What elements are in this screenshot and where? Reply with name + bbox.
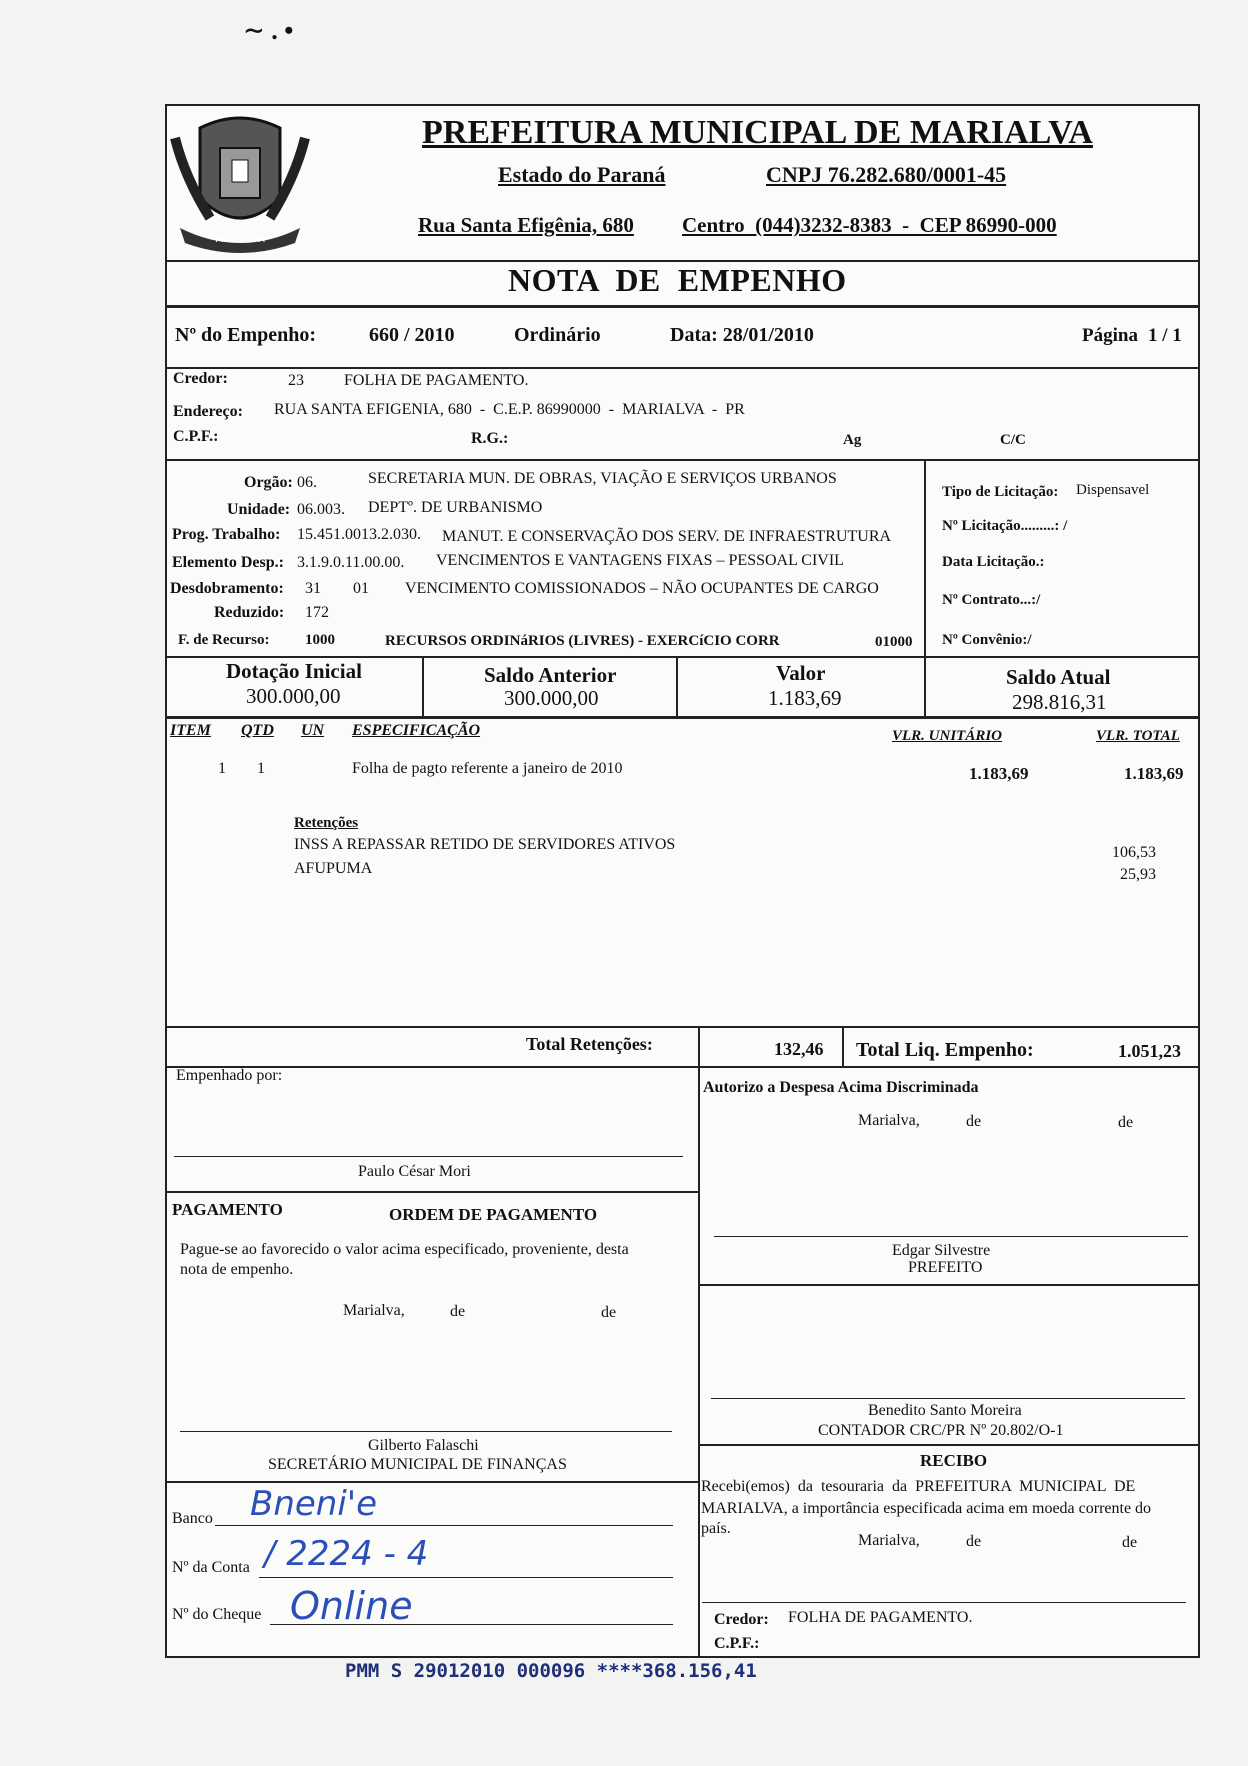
endereco-value: RUA SANTA EFIGENIA, 680 - C.E.P. 86990000 - MARIALVA - PR: [274, 401, 745, 418]
endereco-label: Endereço:: [173, 403, 243, 420]
page-number: 1 / 1: [1148, 325, 1182, 346]
page-title: PREFEITURA MUNICIPAL DE MARIALVA: [422, 114, 1093, 151]
autorizo-label: Autorizo a Despesa Acima Discriminada: [703, 1079, 979, 1096]
ordem-pagamento-title: ORDEM DE PAGAMENTO: [389, 1205, 598, 1224]
recibo-de-2: de: [1122, 1534, 1138, 1551]
state-label: Estado do Paraná: [498, 162, 666, 187]
pagamento-title: PAGAMENTO: [172, 1200, 283, 1219]
row-qtd: 1: [257, 760, 265, 777]
svg-text:MARIALVA: MARIALVA: [215, 234, 265, 245]
retencao-value: 25,93: [1120, 866, 1156, 883]
empenho-label: Nº do Empenho:: [175, 324, 317, 346]
cheque-label: Nº do Cheque: [172, 1606, 262, 1623]
saldo-atual-value: 298.816,31: [1012, 690, 1107, 714]
recibo-text-line2: MARIALVA, a importância especificada acima em moeda corrente do: [701, 1500, 1152, 1517]
desdobramento-code: 31: [305, 580, 321, 597]
licitacao-number: Nº Licitação.........: /: [942, 518, 1068, 534]
recibo-text-line1: Recebi(emos) da tesouraria da PREFEITURA MUNICIPAL DE: [701, 1478, 1136, 1495]
cc-label: C/C: [1000, 432, 1026, 448]
prefeito-name: Edgar Silvestre: [892, 1242, 991, 1259]
row-total-value: 1.183,69: [1124, 764, 1184, 783]
desdobramento-label: Desdobramento:: [170, 580, 284, 597]
address-label: Rua Santa Efigênia, 680: [418, 213, 634, 237]
pague-text-line2: nota de empenho.: [180, 1261, 294, 1278]
pague-text-line1: Pague-se ao favorecido o valor acima especificado, proveniente, desta: [180, 1241, 629, 1258]
recurso-label: F. de Recurso:: [178, 632, 270, 648]
unidade-code: 06.003.: [297, 501, 345, 518]
row-especificacao: Folha de pagto referente a janeiro de 2010: [352, 760, 623, 777]
elemento-label: Elemento Desp.:: [172, 554, 284, 571]
contrato-number: Nº Contrato...:/: [942, 592, 1041, 608]
elemento-code: 3.1.9.0.11.00.00.: [297, 554, 405, 571]
prog-code: 15.451.0013.2.030.: [297, 526, 421, 543]
pague-de-1: de: [450, 1303, 466, 1320]
orgao-value: SECRETARIA MUN. DE OBRAS, VIAÇÃO E SERVIÇOS URBANOS: [368, 470, 837, 487]
credor-label: Credor:: [173, 370, 228, 387]
saldo-atual-label: Saldo Atual: [1006, 665, 1111, 689]
recibo-credor-label: Credor:: [714, 1611, 769, 1628]
prog-label: Prog. Trabalho:: [172, 526, 281, 543]
tipo-licitacao-value: Dispensavel: [1076, 482, 1150, 498]
recibo-credor-name: FOLHA DE PAGAMENTO.: [788, 1609, 973, 1626]
dotacao-value: 300.000,00: [246, 684, 341, 708]
cnpj-label: CNPJ 76.282.680/0001-45: [766, 162, 1007, 187]
total-liquido-value: 1.051,23: [1118, 1041, 1181, 1061]
retencao-value: 106,53: [1112, 844, 1156, 861]
contador-title: CONTADOR CRC/PR Nº 20.802/O-1: [818, 1422, 1064, 1439]
contador-name: Benedito Santo Moreira: [868, 1402, 1022, 1419]
total-retencoes-value: 132,46: [774, 1039, 824, 1059]
unidade-label: Unidade:: [227, 501, 291, 518]
desdobramento-sub: 01: [353, 580, 369, 597]
recibo-cpf-label: C.P.F.:: [714, 1635, 760, 1652]
elemento-value: VENCIMENTOS E VANTAGENS FIXAS – PESSOAL CIVIL: [436, 552, 844, 569]
prefeito-title: PREFEITO: [908, 1259, 983, 1276]
prog-value: MANUT. E CONSERVAÇÃO DOS SERV. DE INFRAESTRUTURA: [442, 528, 892, 545]
banco-handwritten: Bneni'e: [250, 1484, 378, 1524]
conta-label: Nº da Conta: [172, 1559, 250, 1576]
total-liquido-label: Total Liq. Empenho:: [856, 1039, 1034, 1061]
row-unit-value: 1.183,69: [969, 764, 1029, 783]
cpf-label: C.P.F.:: [173, 428, 219, 445]
valor-value: 1.183,69: [768, 686, 842, 710]
autorizo-de-1: de: [966, 1113, 982, 1130]
pague-city: Marialva,: [343, 1302, 405, 1319]
credor-code: 23: [288, 372, 304, 389]
total-retencoes-label: Total Retenções:: [526, 1034, 653, 1054]
orgao-label: Orgão:: [244, 474, 293, 491]
autorizo-de-2: de: [1118, 1114, 1134, 1131]
page-label: Página: [1082, 325, 1138, 346]
secretario-name: Gilberto Falaschi: [368, 1437, 479, 1454]
col-item: ITEM: [170, 722, 211, 739]
orgao-code: 06.: [297, 474, 317, 491]
licitacao-date: Data Licitação.:: [942, 554, 1045, 570]
recibo-title: RECIBO: [920, 1451, 988, 1470]
empenhado-label: Empenhado por:: [176, 1067, 283, 1084]
valor-label: Valor: [776, 661, 826, 685]
dotacao-label: Dotação Inicial: [226, 659, 362, 683]
convenio-number: Nº Convênio:/: [942, 632, 1032, 648]
col-un: UN: [301, 722, 325, 739]
scan-mark: ∼ . •: [243, 16, 294, 45]
reduzido-label: Reduzido:: [214, 604, 285, 621]
retencao-desc: AFUPUMA: [294, 860, 373, 877]
document-title: NOTA DE EMPENHO: [508, 262, 847, 298]
pague-de-2: de: [601, 1304, 617, 1321]
payment-stamp: PMM S 29012010 000096 ****368.156,41: [345, 1660, 757, 1682]
recibo-text-line3: país.: [701, 1520, 731, 1537]
col-qtd: QTD: [241, 722, 274, 739]
ag-label: Ag: [843, 432, 862, 448]
banco-label: Banco: [172, 1510, 213, 1527]
empenho-number: 660 / 2010: [369, 324, 455, 346]
saldo-anterior-value: 300.000,00: [504, 686, 599, 710]
autorizo-city: Marialva,: [858, 1112, 920, 1129]
conta-handwritten: / 2224 - 4: [264, 1534, 429, 1574]
saldo-anterior-label: Saldo Anterior: [484, 663, 617, 687]
recibo-city: Marialva,: [858, 1532, 920, 1549]
empenho-type: Ordinário: [514, 324, 601, 346]
contact-label: Centro (044)3232-8383 - CEP 86990-000: [682, 213, 1057, 237]
recibo-de-1: de: [966, 1533, 982, 1550]
rg-label: R.G.:: [471, 430, 509, 447]
secretario-title: SECRETÁRIO MUNICIPAL DE FINANÇAS: [268, 1456, 567, 1473]
recurso-value: RECURSOS ORDINáRIOS (LIVRES) - EXERCíCIO CORR: [385, 633, 780, 649]
recurso-code: 1000: [305, 632, 335, 648]
col-unit-value: VLR. UNITÁRIO: [892, 728, 1003, 744]
empenho-date: Data: 28/01/2010: [670, 324, 814, 346]
coat-of-arms-logo: [170, 108, 310, 256]
desdobramento-value: VENCIMENTO COMISSIONADOS – NÃO OCUPANTES DE CARGO: [405, 580, 879, 597]
tipo-licitacao-label: Tipo de Licitação:: [942, 484, 1059, 500]
credor-name: FOLHA DE PAGAMENTO.: [344, 372, 529, 389]
retencao-desc: INSS A REPASSAR RETIDO DE SERVIDORES ATIVOS: [294, 836, 676, 853]
empenhado-name: Paulo César Mori: [358, 1163, 471, 1180]
reduzido-code: 172: [305, 604, 329, 621]
row-item: 1: [218, 760, 226, 777]
col-total-value: VLR. TOTAL: [1096, 728, 1180, 744]
unidade-value: DEPTº. DE URBANISMO: [368, 499, 543, 516]
col-especificacao: ESPECIFICAÇÃO: [352, 722, 481, 739]
recurso-code2: 01000: [875, 634, 913, 650]
cheque-handwritten: Online: [290, 1584, 413, 1628]
retencoes-title: Retenções: [294, 815, 359, 831]
